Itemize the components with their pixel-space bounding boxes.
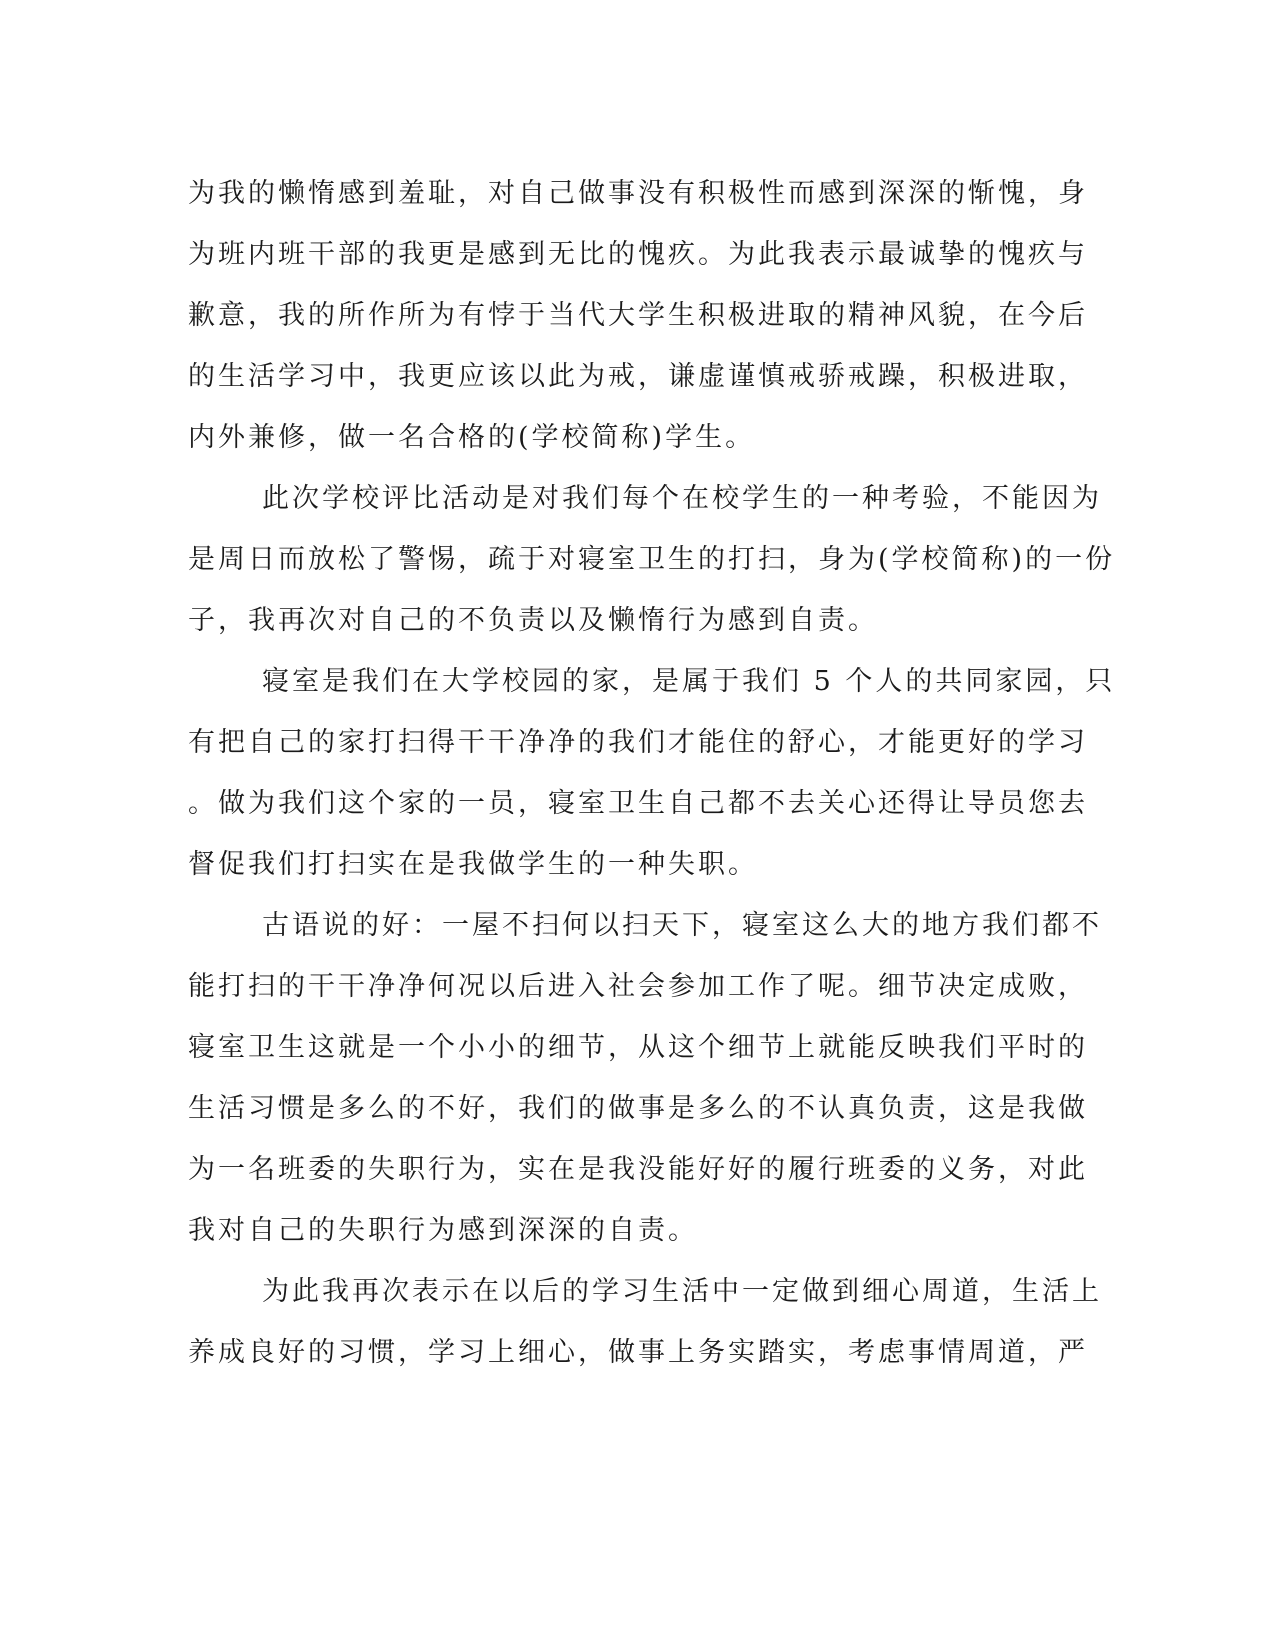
paragraph-first-line: 寝室是我们在大学校园的家，是属于我们 5 个人的共同家园，只 — [262, 666, 1116, 697]
paragraph-first-line: 为此我再次表示在以后的学习生活中一定做到细心周道，生活上 — [262, 1276, 1102, 1307]
text-line: 督促我们打扫实在是我做学生的一种失职。 — [188, 849, 758, 880]
paragraph-first-line: 此次学校评比活动是对我们每个在校学生的一种考验，不能因为 — [262, 483, 1102, 514]
text-line: 是周日而放松了警惕，疏于对寝室卫生的打扫，身为(学校简称)的一份 — [188, 544, 1116, 575]
text-line: 内外兼修，做一名合格的(学校简称)学生。 — [188, 422, 756, 453]
text-line: 为班内班干部的我更是感到无比的愧疚。为此我表示最诚挚的愧疚与 — [188, 239, 1088, 270]
text-line: 子，我再次对自己的不负责以及懒惰行为感到自责。 — [188, 605, 878, 636]
text-line: 生活习惯是多么的不好，我们的做事是多么的不认真负责，这是我做 — [188, 1093, 1088, 1124]
text-line: 养成良好的习惯，学习上细心，做事上务实踏实，考虑事情周道，严 — [188, 1337, 1088, 1368]
text-line: 我对自己的失职行为感到深深的自责。 — [188, 1215, 698, 1246]
text-line: 歉意，我的所作所为有悖于当代大学生积极进取的精神风貌，在今后 — [188, 300, 1088, 331]
paragraph-first-line: 古语说的好：一屋不扫何以扫天下，寝室这么大的地方我们都不 — [262, 910, 1102, 941]
text-line: 为一名班委的失职行为，实在是我没能好好的履行班委的义务，对此 — [188, 1154, 1088, 1185]
text-line: 有把自己的家打扫得干干净净的我们才能住的舒心，才能更好的学习 — [188, 727, 1088, 758]
text-line: 为我的懒惰感到羞耻，对自己做事没有积极性而感到深深的惭愧，身 — [188, 178, 1088, 209]
text-line: 能打扫的干干净净何况以后进入社会参加工作了呢。细节决定成败， — [188, 971, 1088, 1002]
text-line: 寝室卫生这就是一个小小的细节，从这个细节上就能反映我们平时的 — [188, 1032, 1088, 1063]
document-body — [188, 163, 1116, 1383]
text-line: 的生活学习中，我更应该以此为戒，谦虚谨慎戒骄戒躁，积极进取， — [188, 361, 1088, 392]
text-line: 。做为我们这个家的一员，寝室卫生自己都不去关心还得让导员您去 — [188, 788, 1088, 819]
